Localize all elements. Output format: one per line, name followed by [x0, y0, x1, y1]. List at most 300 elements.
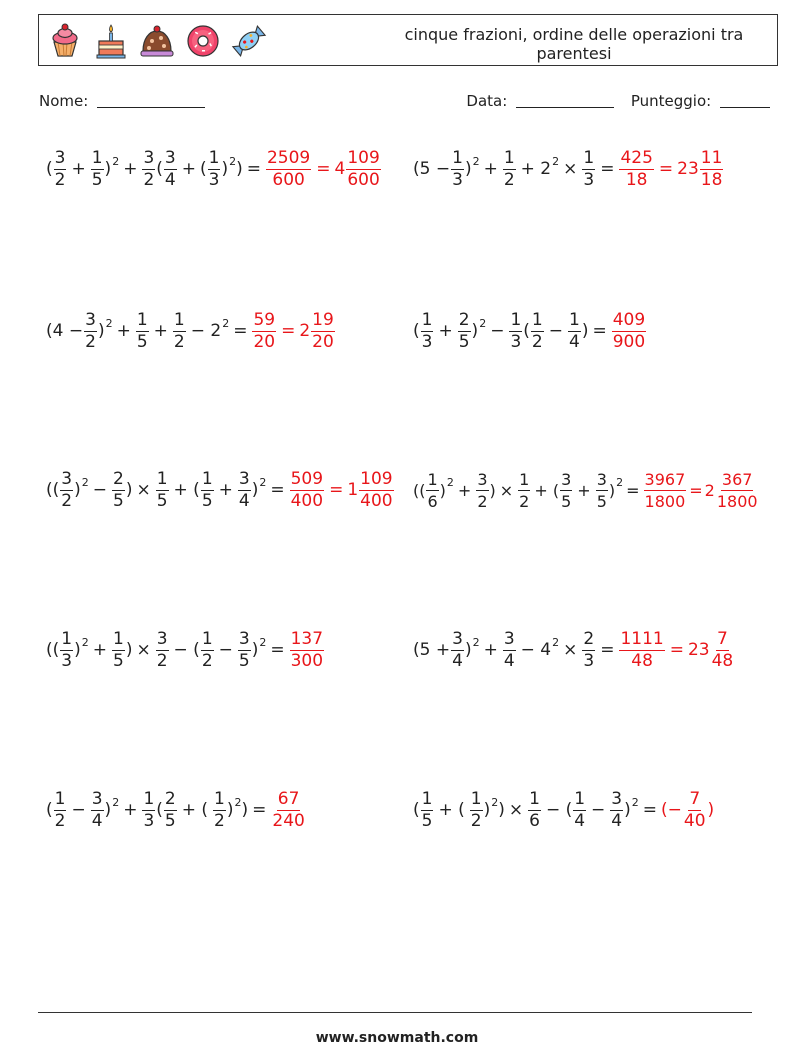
text: ): [104, 800, 112, 820]
denominator: 2: [156, 650, 168, 671]
numerator: 1: [112, 628, 124, 649]
fraction: [610, 789, 623, 832]
equals: =: [600, 159, 615, 179]
text: ((: [46, 640, 60, 660]
numerator: 3: [238, 628, 250, 649]
denominator: 6: [427, 491, 438, 511]
exponent: 2: [479, 316, 487, 330]
text: ): [471, 321, 479, 341]
denominator: 2: [531, 331, 543, 352]
fraction: [582, 148, 595, 191]
fraction: [91, 789, 104, 832]
text: ((: [46, 480, 60, 500]
equals: =: [658, 159, 674, 179]
denominator: 4: [91, 810, 103, 831]
date-label: Data:: [466, 92, 508, 110]
exponent: 2: [229, 154, 237, 168]
date-blank-line[interactable]: [516, 92, 614, 108]
text: ): [489, 480, 496, 500]
operator: +: [71, 159, 86, 179]
fraction: [596, 469, 608, 512]
operator: +: [116, 321, 131, 341]
numerator: 3967: [644, 469, 686, 489]
fraction: [54, 148, 67, 191]
equals: =: [316, 159, 331, 179]
denominator: 2: [173, 331, 185, 352]
denominator: 40: [683, 810, 706, 831]
problem-9: [46, 780, 307, 840]
denominator: 2: [143, 169, 155, 190]
numerator: 1111: [620, 628, 664, 649]
text: ): [251, 480, 259, 500]
fraction: [112, 469, 125, 512]
denominator: 3: [208, 169, 220, 190]
exponent: 2: [105, 316, 113, 330]
problem-6: [413, 460, 760, 520]
numerator: 1: [503, 147, 515, 168]
operator: +: [153, 321, 168, 341]
denominator: 3: [510, 331, 522, 352]
equals: =: [233, 321, 248, 341]
exponent: 2: [112, 154, 120, 168]
text: (: [523, 321, 530, 341]
fraction: [421, 789, 434, 832]
numerator: 1: [54, 788, 66, 809]
text: ): [241, 800, 249, 820]
numerator: 67: [277, 788, 300, 809]
numerator: 1: [91, 147, 103, 168]
denominator: 4: [452, 650, 463, 671]
denominator: 4: [238, 490, 250, 511]
fraction: [531, 310, 544, 353]
fraction: [421, 310, 434, 353]
denominator: 5: [458, 331, 470, 352]
mixed-whole: 23: [687, 640, 710, 660]
denominator: 1800: [644, 491, 686, 511]
text: ): [439, 480, 446, 500]
numerator: 7: [717, 628, 728, 649]
denominator: 5: [112, 490, 124, 511]
mixed-fraction: [700, 148, 724, 191]
equals: =: [669, 640, 684, 660]
fraction: [164, 148, 177, 191]
answer-fraction: [266, 148, 311, 191]
cupcake-icon: [45, 21, 85, 61]
fraction: [503, 148, 516, 191]
numerator: 1: [427, 469, 438, 489]
candy-icon: [229, 21, 269, 61]
exponent: 2: [259, 475, 267, 489]
text: (5 +: [413, 640, 451, 660]
numerator: 3: [85, 309, 96, 330]
fraction: [156, 469, 169, 512]
exponent: 2: [81, 475, 89, 489]
denominator: 2: [61, 490, 73, 511]
numerator: 1: [143, 788, 155, 809]
problem-8: [413, 620, 735, 680]
answer-fraction: [612, 310, 646, 353]
numerator: 109: [360, 468, 393, 489]
fraction: [528, 789, 541, 832]
numerator: 1: [510, 309, 522, 330]
operator: + (: [181, 800, 209, 820]
fraction: [573, 789, 586, 832]
problem-1: [46, 139, 382, 199]
equals: =: [626, 480, 640, 500]
text: ): [608, 480, 616, 500]
denominator: 3: [143, 810, 155, 831]
denominator: 2: [214, 810, 225, 831]
numerator: 1: [214, 788, 225, 809]
operator: +: [92, 640, 107, 660]
numerator: 1: [529, 788, 540, 809]
denominator: 2: [54, 810, 66, 831]
answer-fraction: [619, 629, 664, 672]
exponent: 2: [234, 795, 242, 809]
numerator: 2: [458, 309, 470, 330]
equals: =: [281, 321, 296, 341]
exponent: 2: [112, 795, 120, 809]
denominator: 5: [238, 650, 250, 671]
text: ): [236, 159, 243, 179]
denominator: 48: [711, 650, 734, 671]
numerator: 3: [91, 788, 103, 809]
fraction: [451, 629, 464, 672]
operator: +: [483, 640, 498, 660]
equals: =: [689, 480, 703, 500]
operator: +: [457, 480, 472, 500]
text: (: [46, 800, 53, 820]
numerator: 3: [503, 628, 515, 649]
numerator: 1: [61, 628, 73, 649]
operator: ×: [563, 159, 578, 179]
fraction: [142, 789, 155, 832]
numerator: 1: [574, 788, 586, 809]
operator: +: [181, 159, 196, 179]
operator: −: [591, 800, 606, 820]
denominator: 4: [164, 169, 176, 190]
fraction: [470, 789, 483, 832]
denominator: 48: [631, 650, 653, 671]
denominator: 5: [596, 491, 607, 511]
numerator: 3: [611, 788, 623, 809]
footer-url[interactable]: www.snowmath.com: [315, 1030, 479, 1046]
fraction: [582, 629, 595, 672]
equals: =: [329, 480, 344, 500]
denominator: 3: [452, 169, 463, 190]
denominator: 20: [253, 331, 276, 352]
fraction: [91, 148, 104, 191]
birthday-cake-icon: [91, 21, 131, 61]
numerator: 109: [347, 147, 380, 168]
mixed-whole: 4: [334, 159, 346, 179]
numerator: 425: [620, 147, 653, 168]
denominator: 900: [612, 331, 646, 352]
fraction: [451, 148, 464, 191]
numerator: 1: [470, 788, 482, 809]
operator: −: [548, 321, 563, 341]
numerator: 1: [519, 469, 530, 489]
fraction: [476, 469, 488, 512]
mixed-fraction: [711, 629, 735, 672]
operator: +: [577, 480, 591, 500]
problem-5: [46, 460, 395, 520]
numerator: 1: [173, 309, 185, 330]
denominator: 400: [360, 490, 393, 511]
fraction: [560, 469, 572, 512]
denominator: 6: [529, 810, 540, 831]
fraction: [238, 629, 251, 672]
fraction: [509, 310, 522, 353]
text: (: [156, 800, 163, 820]
numerator: 2509: [266, 147, 311, 168]
fraction: [164, 789, 177, 832]
text: ): [125, 480, 133, 500]
numerator: 7: [689, 788, 701, 809]
operator: +: [123, 159, 138, 179]
text: (4 −: [46, 321, 84, 341]
fraction: [213, 789, 226, 832]
numerator: 137: [290, 628, 324, 649]
text: ((: [413, 480, 426, 500]
fraction: [136, 310, 149, 353]
footer-divider: [38, 1012, 752, 1013]
answer-fraction: [619, 148, 653, 191]
denominator: 5: [112, 650, 124, 671]
denominator: 5: [421, 810, 433, 831]
denominator: 3: [583, 169, 595, 190]
mixed-fraction: [716, 469, 759, 512]
numerator: 1: [156, 468, 168, 489]
denominator: 5: [201, 490, 213, 511]
equals: =: [600, 640, 615, 660]
operator: ×: [508, 800, 524, 820]
numerator: 1: [421, 309, 433, 330]
answer-fraction: [290, 469, 324, 512]
denominator: 240: [272, 810, 305, 831]
worksheet-title: cinque frazioni, ordine delle operazioni tra parentesi: [404, 25, 744, 63]
answer-fraction: [290, 629, 324, 672]
fraction: [112, 629, 125, 672]
numerator: 3: [596, 469, 607, 489]
text: − (: [545, 800, 573, 820]
fraction: [518, 469, 530, 512]
text: + (: [534, 480, 560, 500]
numerator: 1: [136, 309, 148, 330]
numerator: 1: [201, 628, 213, 649]
fraction: [568, 310, 581, 353]
equals: =: [592, 321, 607, 341]
numerator: 19: [312, 309, 334, 330]
denominator: 2: [519, 491, 530, 511]
mixed-whole: 2: [299, 321, 311, 341]
equals: =: [270, 640, 285, 660]
numerator: 2: [164, 788, 176, 809]
answer-paren-open: (−: [661, 800, 682, 820]
denominator: 2: [470, 810, 482, 831]
name-label: Nome:: [39, 92, 89, 110]
text: ): [104, 159, 112, 179]
text: − 4: [520, 640, 552, 660]
operator: −: [490, 321, 505, 341]
denominator: 3: [583, 650, 595, 671]
denominator: 600: [347, 169, 380, 190]
numerator: 2: [112, 468, 124, 489]
problem-4: [413, 301, 647, 361]
denominator: 1800: [716, 491, 758, 511]
operator: −: [92, 480, 107, 500]
mixed-whole: 1: [347, 480, 359, 500]
numerator: 409: [612, 309, 646, 330]
numerator: 3: [54, 147, 66, 168]
denominator: 5: [164, 810, 176, 831]
denominator: 4: [503, 650, 515, 671]
denominator: 20: [312, 331, 334, 352]
equals: =: [642, 800, 658, 820]
denominator: 5: [561, 491, 572, 511]
denominator: 2: [85, 331, 96, 352]
numerator: 509: [290, 468, 324, 489]
numerator: 3: [164, 147, 176, 168]
denominator: 3: [421, 331, 433, 352]
equals: =: [246, 159, 261, 179]
denominator: 18: [700, 169, 723, 190]
text: ): [251, 640, 259, 660]
operator: ×: [136, 480, 151, 500]
fraction: [426, 469, 438, 512]
denominator: 2: [54, 169, 66, 190]
answer-fraction: [252, 310, 276, 353]
fraction: [173, 310, 186, 353]
text: ): [74, 640, 81, 660]
donut-icon: [183, 21, 223, 61]
operator: +: [438, 321, 453, 341]
text: ): [483, 800, 491, 820]
exponent: 2: [446, 475, 454, 489]
problem-2: [413, 139, 724, 199]
problem-7: [46, 620, 325, 680]
score-blank-line[interactable]: [720, 92, 770, 108]
fraction: [54, 789, 67, 832]
exponent: 2: [472, 154, 480, 168]
numerator: 3: [143, 147, 155, 168]
text: (: [199, 159, 207, 179]
exponent: 2: [552, 154, 560, 168]
denominator: 2: [477, 491, 488, 511]
denominator: 400: [290, 490, 324, 511]
text: (5 −: [413, 159, 451, 179]
text: ): [498, 800, 505, 820]
fraction: [142, 148, 155, 191]
numerator: 3: [452, 628, 463, 649]
denominator: 5: [136, 331, 148, 352]
text: − 2: [190, 321, 222, 341]
name-field: [39, 92, 205, 110]
numerator: 3: [561, 469, 572, 489]
text: ): [74, 480, 81, 500]
denominator: 18: [625, 169, 648, 190]
equals: =: [252, 800, 267, 820]
operator: +: [483, 159, 498, 179]
numerator: 3: [156, 628, 168, 649]
text: ): [97, 321, 105, 341]
numerator: 1: [583, 147, 595, 168]
header-icons: [45, 21, 269, 61]
numerator: 3: [61, 468, 73, 489]
fraction: [156, 629, 169, 672]
fraction: [60, 469, 73, 512]
denominator: 600: [272, 169, 305, 190]
text: ): [581, 321, 589, 341]
denominator: 300: [290, 650, 324, 671]
numerator: 1: [201, 468, 213, 489]
text: ): [464, 640, 472, 660]
numerator: 11: [700, 147, 723, 168]
numerator: 3: [238, 468, 250, 489]
denominator: 4: [574, 810, 586, 831]
fraction: [458, 310, 471, 353]
text: + 2: [520, 159, 552, 179]
text: (: [46, 159, 53, 179]
denominator: 4: [568, 331, 580, 352]
operator: ×: [563, 640, 578, 660]
numerator: 2: [583, 628, 595, 649]
exponent: 2: [222, 316, 230, 330]
answer-paren-close: ): [707, 800, 715, 820]
answer-fraction: [644, 469, 687, 512]
numerator: 1: [208, 147, 220, 168]
mixed-fraction: [311, 310, 335, 353]
answer-fraction: [683, 789, 707, 832]
exponent: 2: [491, 795, 499, 809]
text: ): [226, 800, 234, 820]
name-blank-line[interactable]: [97, 92, 205, 108]
denominator: 3: [61, 650, 73, 671]
denominator: 4: [611, 810, 623, 831]
numerator: 1: [452, 147, 463, 168]
denominator: 5: [156, 490, 168, 511]
text: (: [413, 321, 420, 341]
answer-fraction: [271, 789, 305, 832]
denominator: 5: [91, 169, 103, 190]
chocolate-cake-icon: [137, 21, 177, 61]
text: ): [624, 800, 631, 820]
mixed-whole: 23: [677, 159, 699, 179]
mixed-whole: 2: [704, 480, 715, 500]
numerator: 1: [568, 309, 580, 330]
fraction: [201, 469, 214, 512]
fraction: [201, 629, 214, 672]
numerator: 1: [531, 309, 543, 330]
text: ): [221, 159, 229, 179]
numerator: 3: [477, 469, 488, 489]
fraction: [503, 629, 516, 672]
fraction: [238, 469, 251, 512]
exponent: 2: [616, 475, 624, 489]
operator: +: [123, 800, 138, 820]
equals: =: [270, 480, 285, 500]
operator: ×: [499, 480, 514, 500]
operator: ×: [136, 640, 151, 660]
problem-10: [413, 780, 714, 840]
operator: +: [218, 480, 233, 500]
score-label: Punteggio:: [630, 92, 712, 110]
text: + (: [173, 480, 200, 500]
operator: + (: [438, 800, 465, 820]
text: − (: [173, 640, 200, 660]
worksheet-header: [38, 14, 778, 66]
operator: −: [218, 640, 233, 660]
